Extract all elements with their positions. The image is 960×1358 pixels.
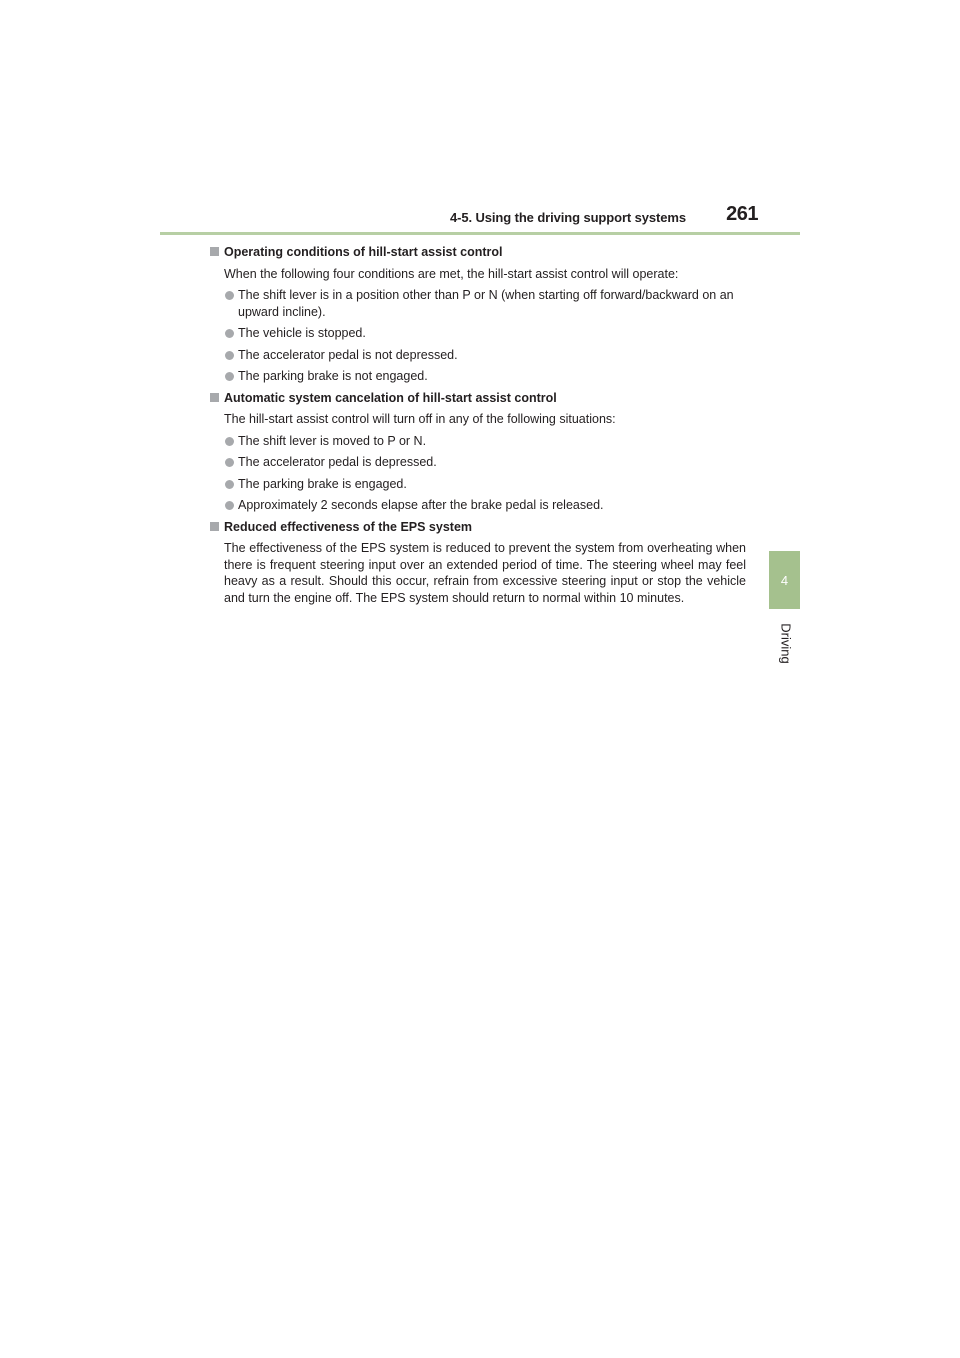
section-title: 4-5. Using the driving support systems — [449, 210, 686, 225]
header-rule — [160, 232, 800, 235]
circle-bullet-icon — [225, 501, 234, 510]
section-hill-start-conditions — [210, 244, 746, 385]
chapter-label-text: Driving — [778, 622, 794, 664]
square-bullet-icon — [210, 522, 219, 531]
square-bullet-icon — [210, 393, 219, 402]
section-hill-start-cancelation — [210, 390, 746, 514]
page-header — [160, 200, 800, 234]
circle-bullet-icon — [225, 291, 234, 300]
list-item: The shift lever is in a position other than P or N (when starting off forward/backward on an upward incline). — [210, 287, 746, 320]
list-item: The parking brake is not engaged. — [210, 368, 746, 385]
section-heading: Automatic system cancelation of hill-start assist control — [210, 390, 746, 407]
list-item: Approximately 2 seconds elapse after the brake pedal is released. — [210, 497, 746, 514]
section-paragraph: The effectiveness of the EPS system is reduced to prevent the system from overheating when there is frequent steering input over an extended period of time. The steering wheel may feel heavy as a result. Should this occur, refrain from excessive steering input or stop the vehicle and turn the engine off. The EPS system should return to normal within 10 minutes. — [224, 541, 746, 605]
chapter-label — [771, 618, 801, 668]
list-item: The accelerator pedal is depressed. — [210, 454, 746, 471]
list-item: The shift lever is moved to P or N. — [210, 433, 746, 450]
circle-bullet-icon — [225, 480, 234, 489]
circle-bullet-icon — [225, 437, 234, 446]
page-content — [210, 244, 746, 606]
circle-bullet-icon — [225, 329, 234, 338]
section-intro: When the following four conditions are met, the hill-start assist control will operate: — [224, 266, 679, 281]
list-item: The vehicle is stopped. — [210, 325, 746, 342]
chapter-tab — [769, 551, 800, 609]
chapter-number: 4 — [780, 572, 789, 588]
section-heading: Operating conditions of hill-start assist control — [210, 244, 746, 261]
circle-bullet-icon — [225, 372, 234, 381]
list-item: The parking brake is engaged. — [210, 476, 746, 493]
section-heading: Reduced effectiveness of the EPS system — [210, 519, 746, 536]
circle-bullet-icon — [225, 351, 234, 360]
section-intro: The hill-start assist control will turn off in any of the following situations: — [224, 412, 616, 426]
section-eps-effectiveness — [210, 519, 746, 607]
list-item: The accelerator pedal is not depressed. — [210, 347, 746, 364]
circle-bullet-icon — [225, 458, 234, 467]
square-bullet-icon — [210, 247, 219, 256]
page-number: 261 — [726, 203, 758, 225]
